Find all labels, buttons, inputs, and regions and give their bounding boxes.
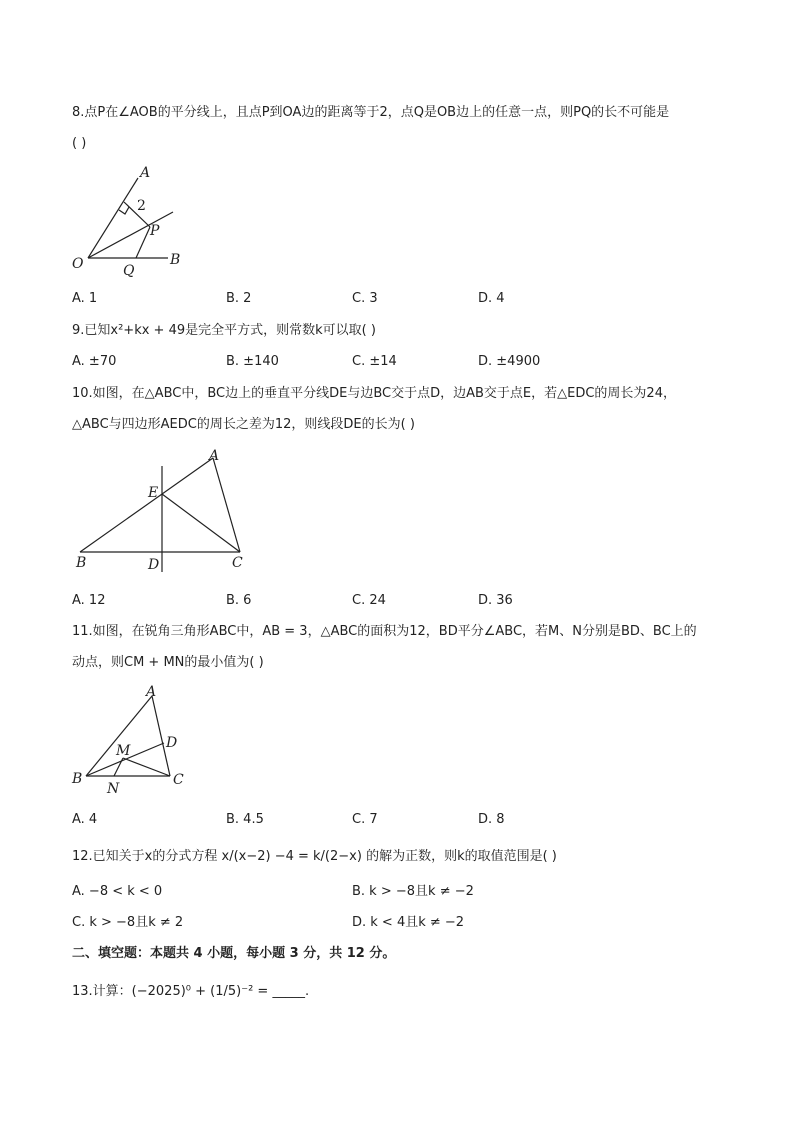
q10-figure — [70, 446, 260, 576]
q8-option-a[interactable]: A. 1 — [72, 291, 98, 306]
q10-segment-EC — [162, 494, 240, 552]
q8-label-Q: Q — [123, 263, 135, 279]
q11-side-BA — [86, 696, 152, 776]
q9-option-c[interactable]: C. ±14 — [352, 354, 397, 369]
q10-options — [72, 592, 772, 610]
q11-segment-MC — [123, 758, 170, 776]
q8-option-d[interactable]: D. 4 — [478, 291, 505, 306]
q11-label-C: C — [173, 772, 184, 788]
q12-stem: 12.已知关于x的分式方程 x/(x−2) −4 = k/(2−x) 的解为正数，则k的取值范围是( ) — [72, 849, 557, 864]
q11-label-B: B — [72, 771, 83, 787]
q12-option-c[interactable]: C. k > −8且k ≠ 2 — [72, 915, 184, 930]
q9-stem: 9.已知x²+kx + 49是完全平方式，则常数k可以取( ) — [72, 323, 376, 338]
q12-options-row2 — [72, 914, 772, 932]
q10-label-D: D — [148, 557, 160, 573]
q9-option-b[interactable]: B. ±140 — [226, 354, 279, 369]
q11-option-a[interactable]: A. 4 — [72, 812, 98, 827]
q10-side-AC — [213, 458, 240, 552]
q8-figure — [70, 160, 200, 280]
q10-option-b[interactable]: B. 6 — [226, 593, 252, 608]
q8-segment-PQ — [136, 227, 150, 258]
q8-label-P: P — [150, 223, 160, 239]
q11-option-d[interactable]: D. 8 — [478, 812, 505, 827]
q13-stem: 13.计算：(−2025)⁰ + (1/5)⁻² = _____. — [72, 984, 310, 999]
q10-stem-line1: 10.如图，在△ABC中，BC边上的垂直平分线DE与边BC交于点D，边AB交于点E，若△EDC的周长为24， — [72, 386, 676, 401]
q8-label-B: B — [170, 252, 181, 268]
q10-option-a[interactable]: A. 12 — [72, 593, 106, 608]
q8-option-b[interactable]: B. 2 — [226, 291, 252, 306]
q9-options — [72, 353, 772, 371]
q12-option-b[interactable]: B. k > −8且k ≠ −2 — [352, 884, 474, 899]
q10-label-B: B — [76, 555, 87, 571]
q11-options — [72, 811, 772, 829]
q8-ray-OA — [88, 178, 138, 258]
q11-label-D: D — [166, 735, 178, 751]
q8-options — [72, 290, 772, 308]
q10-option-c[interactable]: C. 24 — [352, 593, 386, 608]
q11-label-N: N — [107, 781, 120, 797]
q9-option-d[interactable]: D. ±4900 — [478, 354, 541, 369]
q11-option-b[interactable]: B. 4.5 — [226, 812, 264, 827]
q11-label-A: A — [146, 684, 157, 700]
q11-stem-line2: 动点，则CM + MN的最小值为( ) — [72, 655, 264, 670]
q10-side-BA — [80, 458, 213, 552]
q8-option-c[interactable]: C. 3 — [352, 291, 378, 306]
q12-option-d[interactable]: D. k < 4且k ≠ −2 — [352, 915, 465, 930]
q11-segment-MN — [114, 758, 123, 776]
q9-option-a[interactable]: A. ±70 — [72, 354, 117, 369]
q11-label-M: M — [116, 743, 131, 759]
q10-label-A: A — [209, 448, 220, 464]
q8-stem-line2: ( ) — [72, 136, 87, 151]
q8-label-2: 2 — [137, 198, 146, 214]
q10-stem-line2: △ABC与四边形AEDC的周长之差为12，则线段DE的长为( ) — [72, 417, 415, 432]
q12-option-a[interactable]: A. −8 < k < 0 — [72, 884, 163, 899]
q12-options-row1 — [72, 883, 772, 901]
q11-stem-line1: 11.如图，在锐角三角形ABC中，AB = 3，△ABC的面积为12，BD平分∠ABC，若M、N分别是BD、BC上的 — [72, 624, 697, 639]
q10-label-E: E — [148, 485, 159, 501]
q8-label-O: O — [72, 256, 84, 272]
q10-label-C: C — [232, 555, 243, 571]
q8-bisector — [88, 212, 173, 258]
q11-option-c[interactable]: C. 7 — [352, 812, 378, 827]
section-fill-in-heading: 二、填空题：本题共 4 小题，每小题 3 分，共 12 分。 — [72, 946, 396, 961]
q8-label-A: A — [140, 165, 151, 181]
q10-option-d[interactable]: D. 36 — [478, 593, 513, 608]
q8-right-angle-mark — [119, 207, 129, 214]
q11-figure — [70, 683, 200, 798]
q8-stem-line1: 8.点P在∠AOB的平分线上，且点P到OA边的距离等于2，点Q是OB边上的任意一点，则PQ的长不可能是 — [72, 105, 670, 120]
